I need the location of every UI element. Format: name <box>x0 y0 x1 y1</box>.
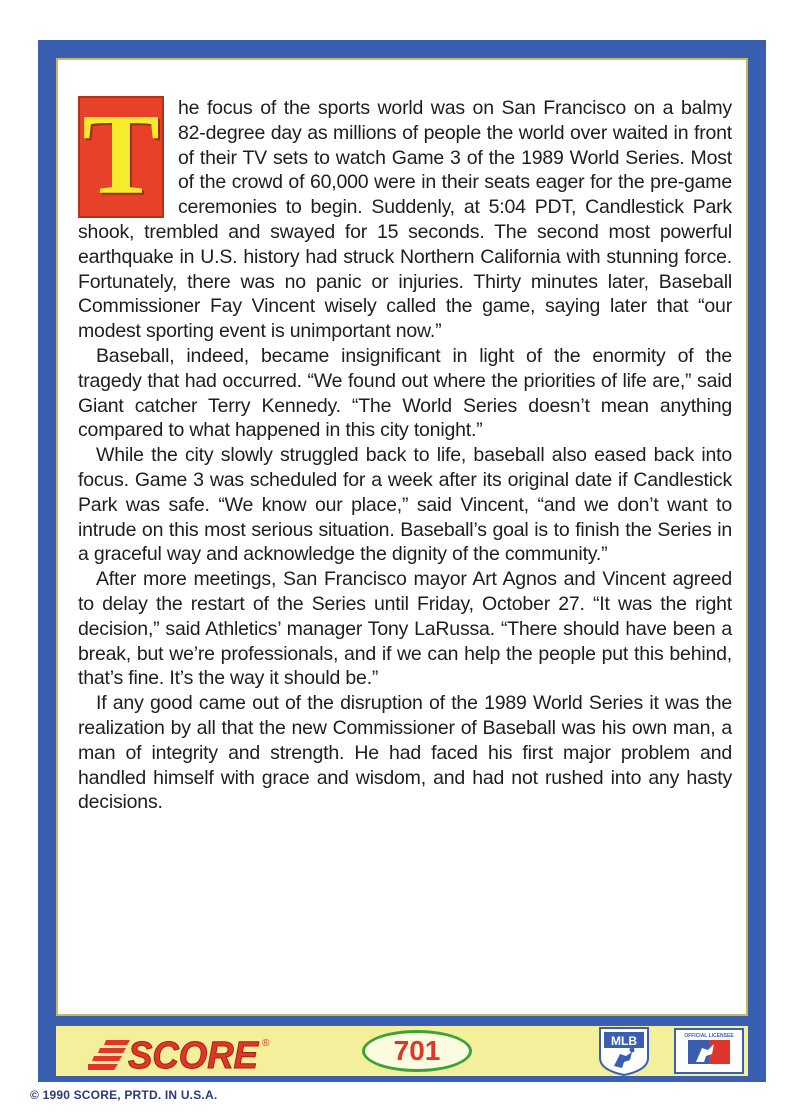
drop-cap-letter: T <box>82 91 160 219</box>
copyright-notice: © 1990 SCORE, PRTD. IN U.S.A. <box>30 1088 218 1102</box>
paragraph-5: If any good came out of the disruption of the 1989 World Series it was the realization by all that the new Commissioner of Baseball was his own man, a man of integrity and strength. He had faced his first major problem and handled himself with grace and wisdom, and had not rushed into any hasty decisions. <box>78 692 732 814</box>
paragraph-4: After more meetings, San Francisco mayor Art Agnos and Vincent agreed to delay the restart of the Series until Friday, October 27. “It was the right decision,” said Athletics’ manager Tony LaRussa. “There should have been a break, but we’re professionals, and if we can help the people put this behind, that’s fine. It’s the way it should be.” <box>78 568 732 690</box>
score-logo-text: SCORE <box>128 1035 260 1070</box>
mlb-logo <box>596 1026 652 1076</box>
article-body <box>78 91 732 815</box>
official-licensee-logo <box>674 1028 744 1074</box>
paragraph-3: While the city slowly struggled back to life, baseball also eased back into focus. Game 3 was scheduled for a week after its original date if Candlestick Park was safe. “We know our place,” said Vincent, “and we don’t want to intrude on this most serious situation. Baseball’s goal is to finish the Series in a graceful way and acknowledge the dignity of the community.” <box>78 444 732 566</box>
paragraph-1: he focus of the sports world was on San Francisco on a balmy 82-degree day as millions of people the world over waited in front of their TV sets to watch Game 3 of the 1989 World Series. Most of the crowd of 60,000 were in their seats eager for the pre-game ceremonies to begin. Suddenly, at 5:04 PDT, Candlestick Park shook, trembled and swayed for 15 seconds. The second most powerful earthquake in U.S. history had struck Northern California with stunning force. Fortunately, there was no panic or injuries. Thirty minutes later, Baseball Commissioner Fay Vincent wisely called the game, saying later that “our modest sporting event is unimportant now.” <box>78 97 732 343</box>
card-frame <box>38 40 766 1082</box>
registered-mark: ® <box>262 1038 270 1049</box>
text-panel <box>56 58 748 1016</box>
mlb-logo-text: MLB <box>611 1034 637 1048</box>
footer-band <box>56 1026 748 1076</box>
paragraph-2: Baseball, indeed, became insignificant in light of the enormity of the tragedy that had occurred. “We found out where the priorities of life are,” said Giant catcher Terry Kennedy. “The World Series doesn’t mean anything compared to what happened in this city tonight.” <box>78 344 732 442</box>
card-number-badge <box>362 1030 472 1072</box>
score-logo-stripes <box>88 1040 130 1070</box>
score-logo <box>88 1034 274 1070</box>
licensee-text: OFFICIAL LICENSEE <box>684 1033 734 1039</box>
drop-cap <box>78 91 164 219</box>
card-number: 701 <box>393 1035 441 1066</box>
